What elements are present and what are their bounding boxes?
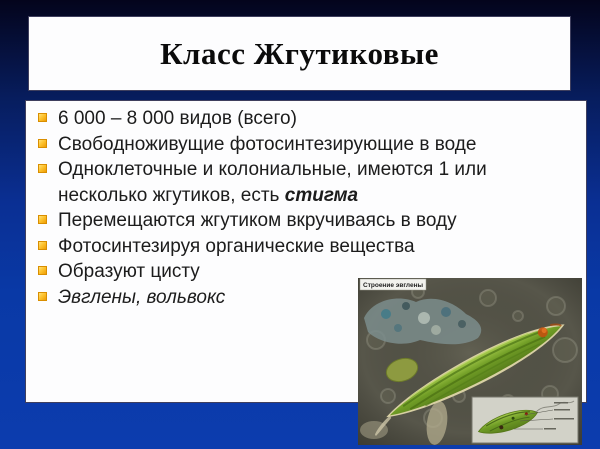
list-item bbox=[38, 208, 526, 234]
photo-caption bbox=[360, 279, 426, 290]
title-box bbox=[28, 16, 571, 91]
list-item bbox=[38, 106, 526, 132]
list-item bbox=[38, 234, 526, 260]
euglena-micrograph-image bbox=[358, 278, 582, 445]
bullet-square-icon bbox=[38, 266, 47, 275]
page-title: Класс Жгутиковые bbox=[160, 35, 439, 71]
bullet-square-icon bbox=[38, 164, 47, 173]
bullet-square-icon bbox=[38, 113, 47, 122]
bullet-text: Фотосинтезируя органические вещества bbox=[58, 235, 415, 257]
bullet-text: Перемещаются жгутиком вкручиваясь в воду bbox=[58, 210, 457, 231]
photo-caption-text: Строение эвглены bbox=[363, 282, 424, 289]
list-item bbox=[38, 157, 526, 208]
bullet-text: 6 000 – 8 000 видов (всего) bbox=[58, 108, 297, 129]
bullet-square-icon bbox=[38, 139, 47, 148]
euglena-diagram-inset bbox=[472, 397, 578, 443]
bullet-text: Образуют цисту bbox=[58, 261, 200, 282]
list-item bbox=[38, 132, 526, 158]
bullet-text: Свободноживущие фотосинтезирующие в воде bbox=[58, 133, 477, 155]
bullet-square-icon bbox=[38, 292, 47, 301]
bullet-square-icon bbox=[38, 215, 47, 224]
bullet-square-icon bbox=[38, 241, 47, 250]
bullet-text: Эвглены, вольвокс bbox=[58, 286, 226, 308]
emphasized-term: стигма bbox=[284, 184, 359, 206]
bullet-text: Одноклеточные и колониальные, имеются 1 или несколько жгутиков, есть стигма bbox=[58, 159, 487, 206]
